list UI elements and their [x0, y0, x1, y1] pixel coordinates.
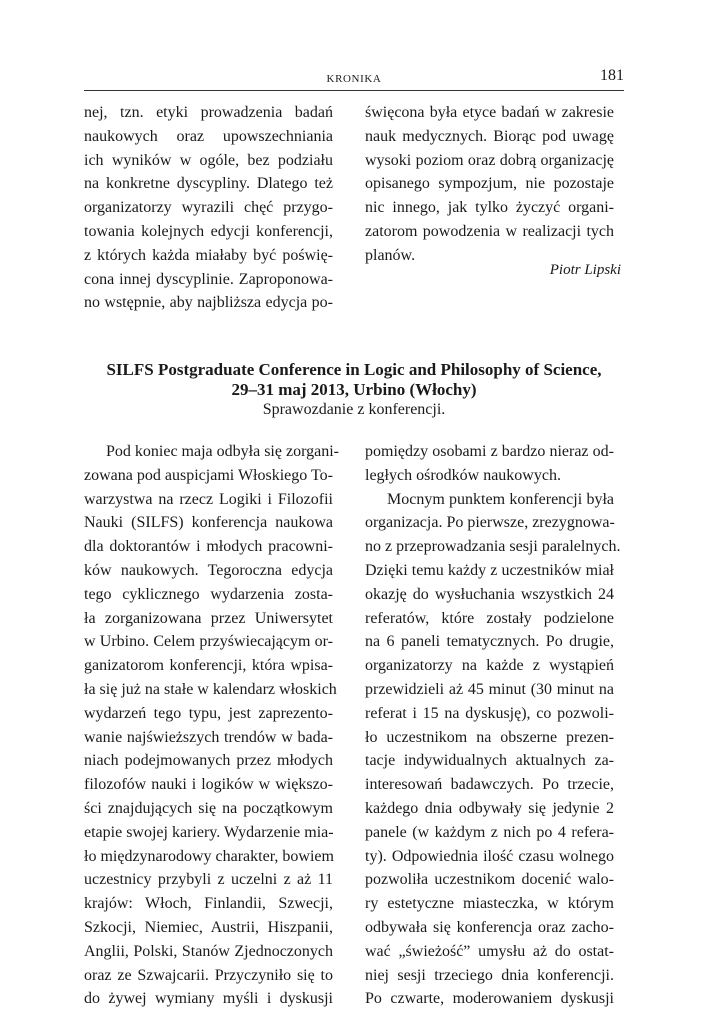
text-line: organizatorzy na każde z wystąpień [365, 657, 614, 675]
text-line: tego cyklicznego wydarzenia zosta- [84, 585, 333, 603]
text-line: ległych ośrodków naukowych. [365, 466, 561, 484]
text-line: Dzięki temu każdy z uczestników miał [365, 561, 614, 579]
text-line: etapie swojej kariery. Wydarzenie mia- [84, 823, 334, 841]
text-line: ków naukowych. Tegoroczna edycja [84, 561, 333, 579]
text-line: nic innego, jak tylko życzyć organi- [365, 199, 614, 217]
text-line: planów. [365, 246, 416, 264]
article-title-line-1: SILFS Postgraduate Conference in Logic and Philosophy of Science, [106, 360, 602, 379]
text-line: ich wyników w ogóle, bez podziału [84, 151, 333, 169]
text-line: z których każda miałaby być poświę- [84, 246, 333, 264]
text-line: wać „świeżość” umysłu aż do ostat- [365, 942, 614, 960]
text-line: wysoki poziom oraz dobrą organizację [365, 151, 614, 169]
text-line: organizatorzy wyrazili chęć przygo- [84, 199, 333, 217]
text-line: zowana pod auspicjami Włoskiego To- [84, 466, 333, 484]
text-line: oraz ze Szwajcarii. Przyczyniło się to [84, 966, 333, 984]
text-line: ła zorganizowana przez Uniwersytet [84, 609, 333, 627]
text-line: Anglii, Polski, Stanów Zjednoczonych [84, 942, 333, 960]
text-line: organizacja. Po pierwsze, zrezygnowa- [365, 514, 615, 532]
text-line: na 6 paneli tematycznych. Po drugie, [365, 633, 614, 651]
text-line: niach podejmowanych przez młodych [84, 752, 333, 770]
page-number: 181 [600, 67, 624, 84]
text-line: święcona była etyce badań w zakresie [365, 104, 614, 121]
text-line: wydarzeń tego typu, jest zaprezento- [84, 704, 333, 722]
text-line: wanie najświeższych trendów w bada- [84, 728, 333, 746]
text-line: panele (w każdym z nich po 4 refera- [365, 823, 614, 841]
text-line: no z przeprowadzania sesji paralelnych. [365, 538, 621, 556]
text-line: naukowych oraz upowszechniania [84, 127, 333, 145]
text-line: niej sesji trzeciego dnia konferencji. [365, 966, 614, 984]
article-subtitle: Sprawozdanie z konferencji. [262, 401, 446, 418]
text-line: no wstępnie, aby najbliższa edycja po- [84, 294, 333, 312]
text-line: filozofów nauki i logików w większo- [84, 776, 333, 794]
text-line: Pod koniec maja odbyła się zorgani- [106, 443, 339, 460]
running-header [84, 64, 624, 90]
article-left-column [84, 440, 339, 1011]
text-line: do żywej wymiany myśli i dyskusji [84, 990, 333, 1008]
text-line: ty). Odpowiednia ilość czasu wolnego [365, 847, 614, 865]
text-line: ry estetyczne miasteczka, w którym [365, 895, 614, 913]
text-line: każdego dnia odbywały się jedynie 2 [365, 799, 614, 817]
article-right-column [365, 440, 621, 1011]
article-heading [84, 360, 624, 420]
text-line: krajów: Włoch, Finlandii, Szwecji, [84, 895, 333, 913]
text-line: towania kolejnych edycji konferencji, [84, 222, 333, 240]
text-line: referat i 15 na dyskusję), co pozwoli- [365, 704, 614, 722]
text-line: ści znajdujących się na początkowym [84, 799, 333, 817]
text-line: dla doktorantów i młodych pracowni- [84, 538, 333, 556]
previous-article-right-column [365, 101, 614, 268]
running-title: KRONIKA [326, 73, 382, 85]
text-line: referatów, które zostały podzielone [365, 609, 614, 627]
previous-article-left-column [84, 101, 333, 315]
text-line: okazję do wysłuchania wszystkich 24 [365, 585, 614, 603]
text-line: tacje indywidualnych aktualnych za- [365, 752, 614, 770]
text-line: uczestnicy przybyli z uczelni z aż 11 [84, 871, 333, 889]
text-line: w Urbino. Celem przyświecającym or- [84, 633, 333, 651]
article-title-line-2: 29–31 maj 2013, Urbino (Włochy) [231, 380, 477, 399]
text-line: zatorom powodzenia w realizacji tych [365, 222, 614, 240]
text-line: cona innej dyscyplinie. Zaproponowa- [84, 270, 333, 288]
text-line: ło uczestnikom na obszerne prezen- [365, 728, 614, 746]
text-line: na konkretne dyscypliny. Dlatego też [84, 175, 333, 193]
text-line: pomiędzy osobami z bardzo nieraz od- [365, 443, 614, 460]
text-line: pozwoliła uczestnikom docenić walo- [365, 871, 614, 889]
text-line: nauk medycznych. Biorąc pod uwagę [365, 127, 614, 145]
text-line: Szkocji, Niemiec, Austrii, Hiszpanii, [84, 918, 333, 936]
text-line: opisanego sympozjum, nie pozostaje [365, 175, 614, 193]
text-line: interesowań badawczych. Po trzecie, [365, 776, 614, 794]
text-line: ganizatorom konferencji, która wpisa- [84, 657, 333, 675]
text-line: Mocnym punktem konferencji była [387, 490, 614, 508]
header-rule [84, 90, 624, 91]
text-line: przewidzieli aż 45 minut (30 minut na [365, 680, 614, 698]
author-signature: Piotr Lipski [549, 262, 621, 278]
text-line: ła się już na stałe w kalendarz włoskich [84, 680, 337, 698]
text-line: nej, tzn. etyki prowadzenia badań [84, 104, 333, 121]
text-line: odbywała się konferencja oraz zacho- [365, 918, 614, 936]
text-line: ło międzynarodowy charakter, bowiem [84, 847, 334, 865]
text-line: Po czwarte, moderowaniem dyskusji [365, 990, 614, 1008]
text-line: Nauki (SILFS) konferencja naukowa [84, 514, 333, 532]
text-line: warzystwa na rzecz Logiki i Filozofii [84, 490, 333, 508]
